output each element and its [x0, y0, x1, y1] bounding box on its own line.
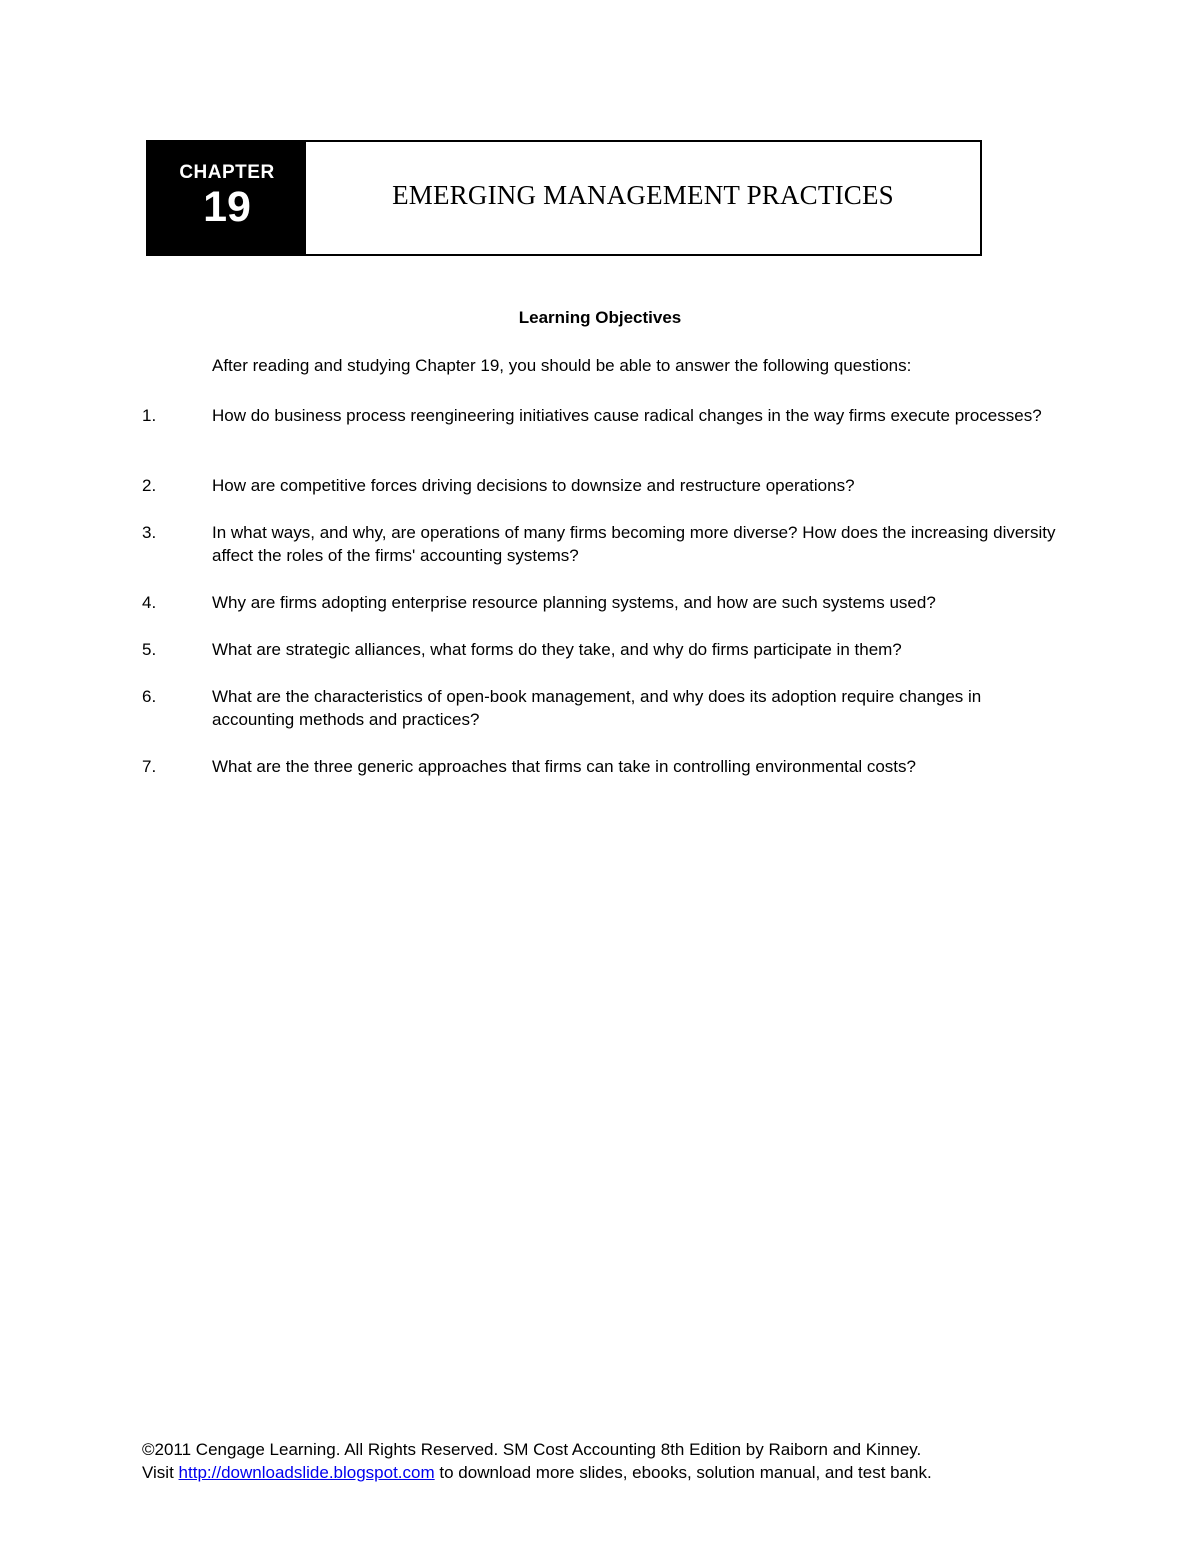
- objective-item: [0, 474, 1200, 521]
- objective-number: 4.: [142, 593, 157, 612]
- copyright-line: ©2011 Cengage Learning. All Rights Reserved. SM Cost Accounting 8th Edition by Raiborn and Kinney.: [142, 1440, 922, 1459]
- objective-item: [0, 685, 1200, 755]
- objective-number: 1.: [142, 406, 157, 425]
- chapter-header: [146, 140, 982, 256]
- objective-number: 6.: [142, 687, 157, 706]
- objective-item: [0, 638, 1200, 685]
- intro-text: After reading and studying Chapter 19, you should be able to answer the following questions:: [212, 356, 912, 375]
- objective-text: In what ways, and why, are operations of many firms becoming more diverse? How does the increasing diversity affect the roles of the firms' accounting systems?: [212, 523, 1056, 565]
- chapter-label: CHAPTER: [179, 161, 275, 183]
- footer: [142, 1438, 932, 1484]
- chapter-title-box: [306, 142, 980, 254]
- section-heading: Learning Objectives: [518, 308, 682, 327]
- objective-text: What are strategic alliances, what forms do they take, and why do firms participate in them?: [212, 640, 902, 659]
- objective-item: [0, 521, 1200, 591]
- objective-item: [0, 404, 1200, 474]
- objective-number: 7.: [142, 757, 157, 776]
- objectives-list: [0, 404, 1200, 802]
- objective-text: What are the characteristics of open-book management, and why does its adoption require changes in accounting methods and practices?: [212, 687, 982, 729]
- chapter-title: EMERGING MANAGEMENT PRACTICES: [392, 179, 894, 210]
- objective-number: 2.: [142, 476, 157, 495]
- visit-prefix: Visit: [142, 1463, 179, 1482]
- objective-text: What are the three generic approaches that firms can take in controlling environmental costs?: [212, 757, 916, 776]
- visit-line: [142, 1461, 932, 1484]
- objective-item: [0, 591, 1200, 638]
- objective-text: How do business process reengineering initiatives cause radical changes in the way firms execute processes?: [212, 406, 1042, 425]
- download-link[interactable]: http://downloadslide.blogspot.com: [178, 1463, 435, 1482]
- chapter-number: 19: [203, 182, 251, 231]
- objective-number: 3.: [142, 523, 157, 542]
- objective-item: [0, 755, 1200, 802]
- objective-text: Why are firms adopting enterprise resource planning systems, and how are such systems used?: [212, 593, 936, 612]
- objective-text: How are competitive forces driving decisions to downsize and restructure operations?: [212, 476, 855, 495]
- chapter-badge: [148, 142, 306, 254]
- visit-suffix: to download more slides, ebooks, solution manual, and test bank.: [434, 1463, 932, 1482]
- objective-number: 5.: [142, 640, 157, 659]
